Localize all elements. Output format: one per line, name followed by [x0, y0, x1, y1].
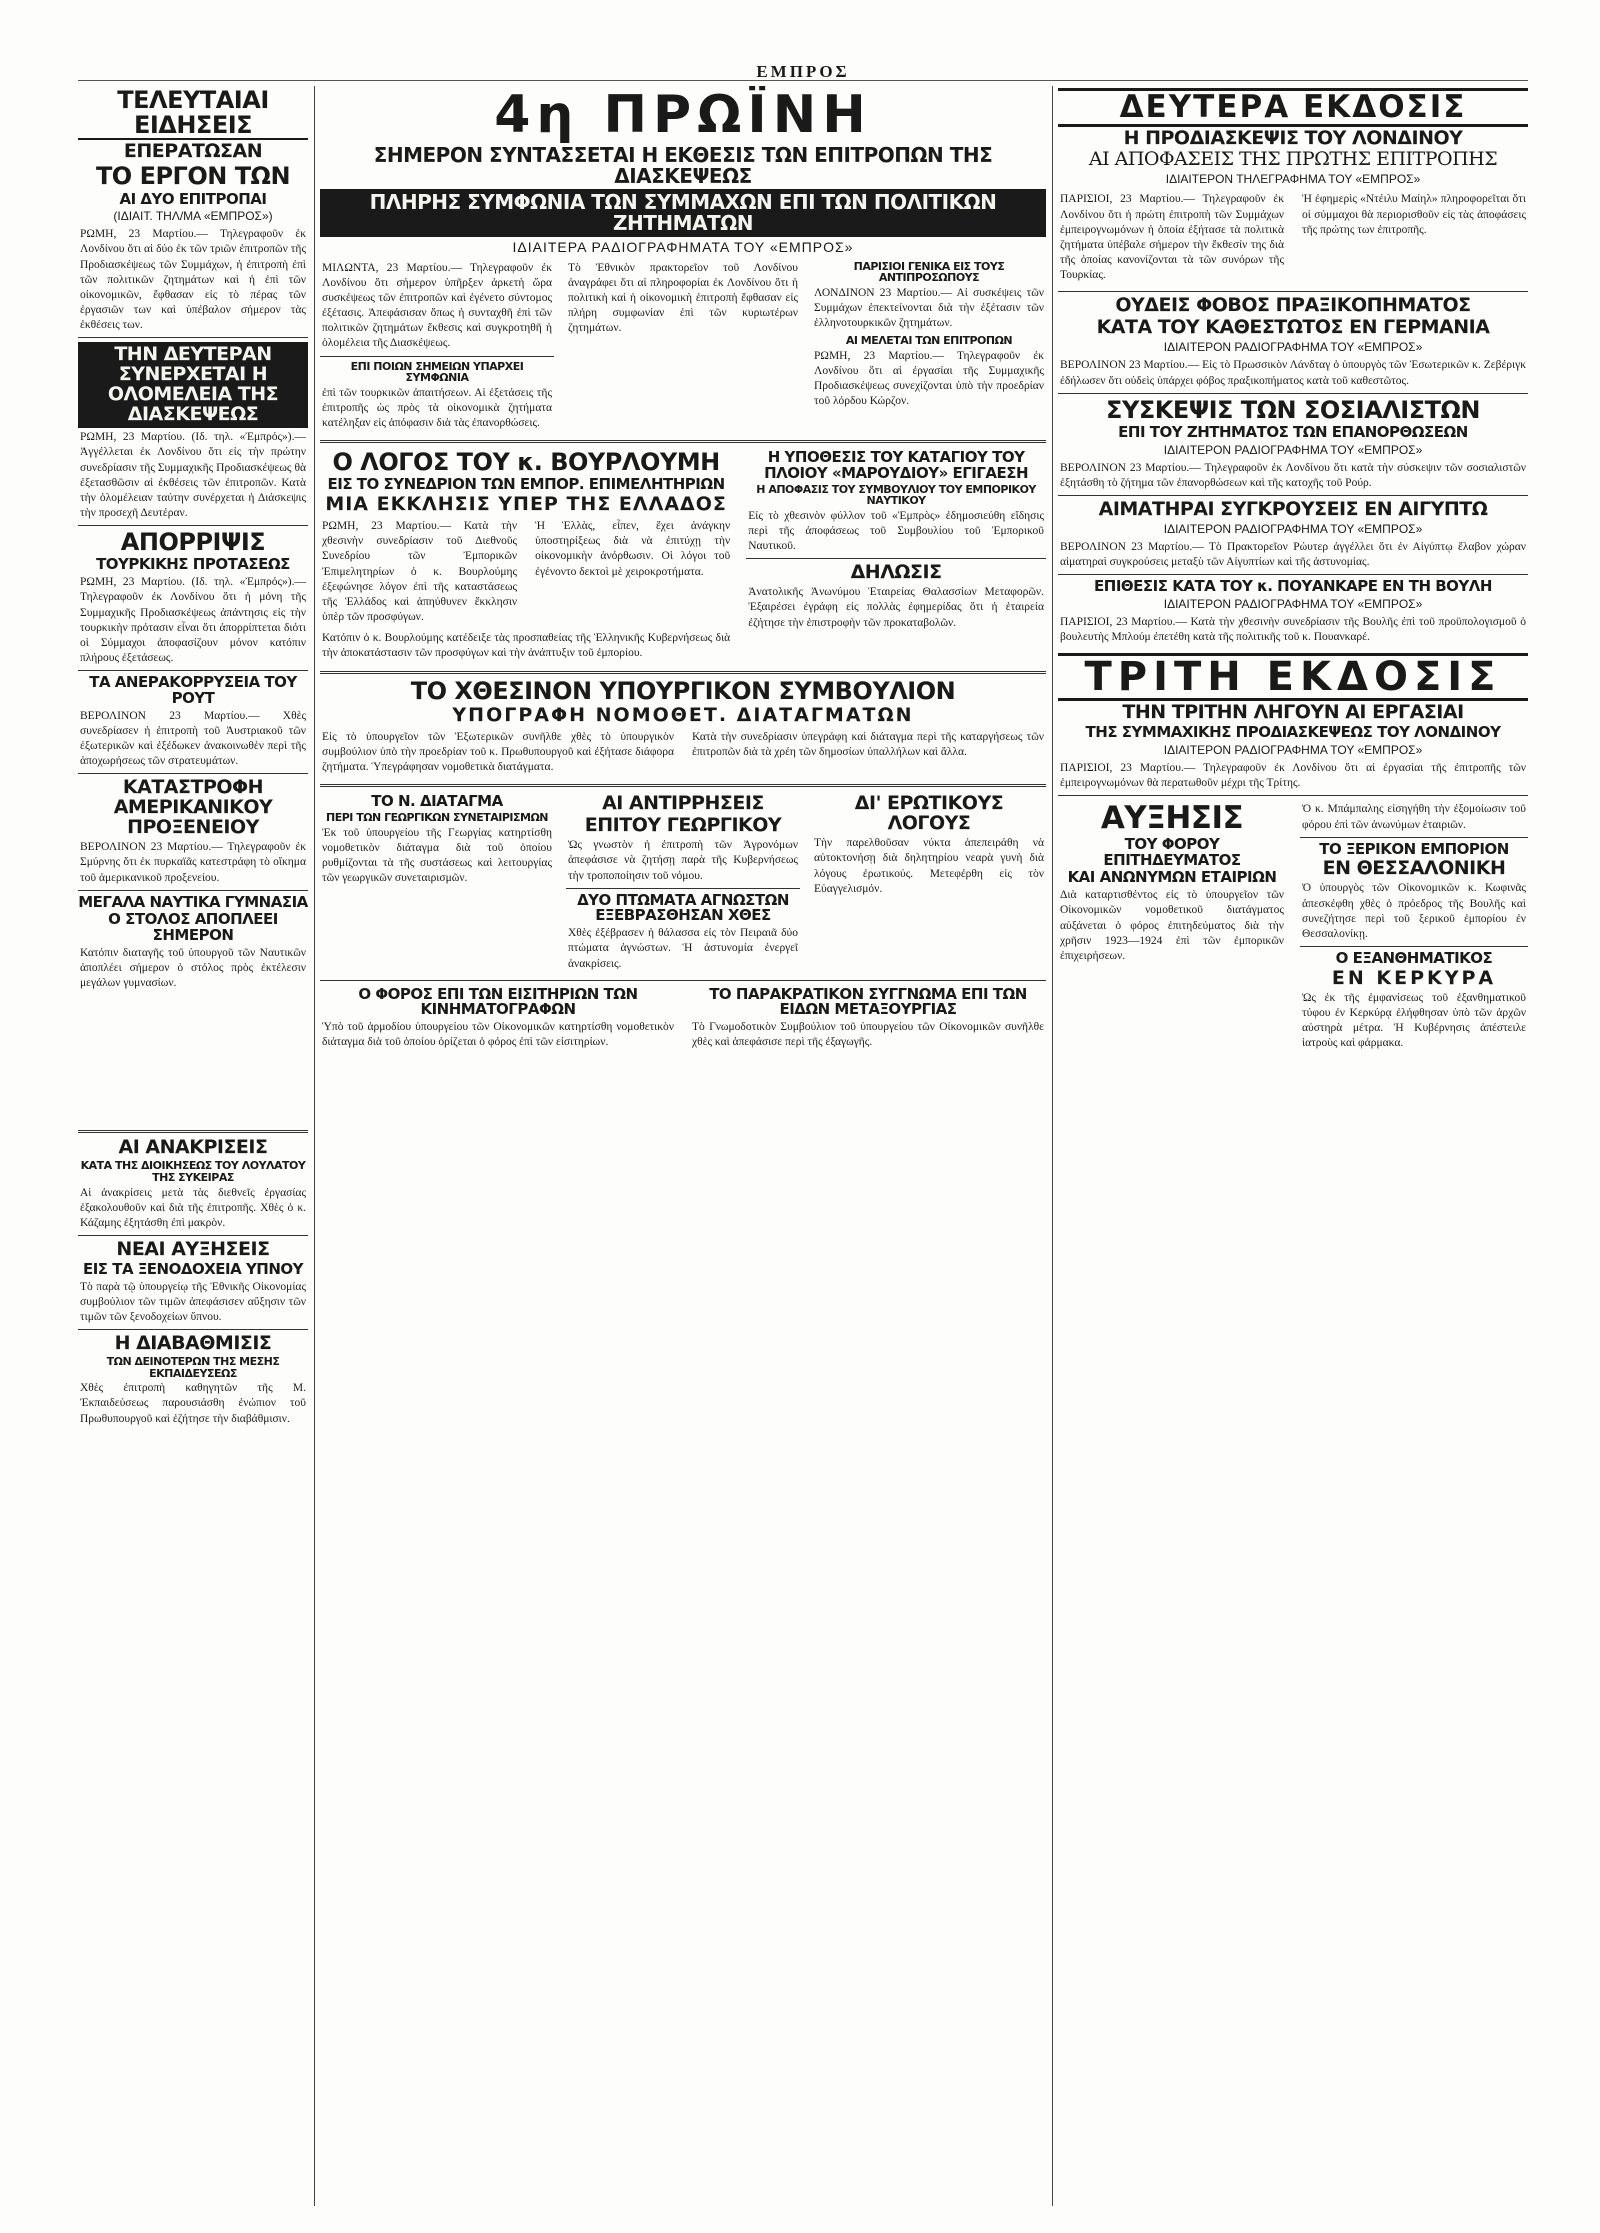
headline: ΑΙ ΑΝΑΚΡΙΣΕΙΣ: [118, 1136, 268, 1159]
article-text: ΠΑΡΙΣΙΟΙ, 23 Μαρτίου.— Τηλεγραφοῦν ἐκ Λονδίνου ὅτι αἱ ἐργασίαι τῆς ἐπιτροπῆς τῶν ἐμπειρογνωμόνων θὰ περατωθοῦν μέχρι τῆς Τρίτης.: [1060, 762, 1526, 790]
headline: ΠΛΗΡΗΣ ΣΥΜΦΩΝΙΑ ΤΩΝ ΣΥΜΜΑΧΩΝ ΕΠΙ ΤΩΝ ΠΟΛΙΤΙΚΩΝ ΖΗΤΗΜΑΤΩΝ: [320, 189, 1046, 237]
headline: ΚΑΤΑ ΤΗΣ ΔΙΟΙΚΗΣΕΩΣ ΤΟΥ ΛΟΥΛΑΤΟΥ ΤΗΣ ΣΥΚΕΙΡΑΣ: [80, 1159, 306, 1184]
headline: ΚΑΙ ΑΝΩΝΥΜΩΝ ΕΤΑΙΡΙΩΝ: [1067, 868, 1277, 887]
headline: ΚΑΤΑΣΤΡΟΦΗ ΑΜΕΡΙΚΑΝΙΚΟΥ ΠΡΟΞΕΝΕΙΟΥ: [113, 776, 273, 839]
article-text: ΠΑΡΙΣΙΟΙ, 23 Μαρτίου.— Κατὰ τὴν χθεσινὴν συνεδρίασιν τῆς Βουλῆς ἐπὶ τοῦ προϋπολογισμοῦ ὁ βουλευτὴς Μπλούμ ἐπετέθη κατὰ τῆς πολιτικῆς τοῦ κ. Πουανκαρέ.: [1060, 615, 1526, 644]
headline: ΤΟ ΞΕΡΙΚΟΝ ΕΜΠΟΡΙΟΝ: [1319, 839, 1509, 858]
byline: ΙΔΙΑΙΤΕΡΟΝ ΡΑΔΙΟΓΡΑΦΗΜΑ ΤΟΥ «ΕΜΠΡΟΣ»: [1163, 442, 1423, 457]
center-column: [320, 86, 1046, 2206]
headline: Ο ΕΞΑΝΘΗΜΑΤΙΚΟΣ: [1335, 949, 1493, 968]
subheading: ΑΙ ΜΕΛΕΤΑΙ ΤΩΝ ΕΠΙΤΡΟΠΩΝ: [845, 334, 1013, 348]
article-text: Ἀνατολικῆς Ἀνωνύμου Ἑταιρείας Θαλασσίων Μεταφορῶν. Ἐξαιρέσει ἐγράφη εἰς πολλὰς ἐφημερίδας ὅτι ἡ ἑταιρεία ἐζήτησε τὴν ἐπιστροφὴν τῶν προκαταβολῶν.: [748, 586, 1044, 629]
article-text: Τὸ Γνωμοδοτικὸν Συμβούλιον τοῦ ὑπουργείου τῶν Οἰκονομικῶν συνῆλθε χθὲς καὶ ἀπεφάσισε περὶ τῆς ἐξαγωγῆς.: [692, 1021, 1044, 1049]
article-text: ΒΕΡΟΛΙΝΟΝ 23 Μαρτίου.— Τηλεγραφοῦν ἐκ Λονδίνου ὅτι κατὰ τὴν σύσκεψιν τῶν σοσιαλιστῶν ἐξητάσθη τὸ ζήτημα τῶν ἐπανορθώσεων καὶ τῆς κατοχῆς τοῦ Ρούρ.: [1060, 461, 1526, 489]
article-text: Τὴν παρελθοῦσαν νύκτα ἀπεπειράθη νὰ αὐτοκτονήσῃ διὰ δηλητηρίου νεαρὰ γυνὴ διὰ λόγους ἐρωτικούς. Μετεφέρθη εἰς τὸν Εὐαγγελισμόν.: [814, 837, 1044, 895]
section-title: ΤΕΛΕΥΤΑΙΑΙ ΕΙΔΗΣΕΙΣ: [78, 88, 308, 140]
article-text: ΠΑΡΙΣΙΟΙ, 23 Μαρτίου.— Τηλεγραφοῦν ἐκ Λονδίνου ὅτι ἡ πρώτη ἐπιτροπὴ τῶν Συμμάχων ἐμπειρογνωμόνων ἡ ὁποία ἐξήτασε τὰ πολιτικὰ ζητήματα ὑπέβαλε σήμερον τὴν ἔκθεσίν της διὰ τῆς ὁποίας κανονίζονται τὰ τῶν συνόρων τῆς Τουρκίας.: [1060, 193, 1284, 282]
article-text: Αἱ ἀνακρίσεις μετὰ τὰς διεθνεῖς ἐργασίας ἐξακολουθοῦν καὶ διὰ τῆς ἐπιτροπῆς. Χθὲς ὁ κ. Κάζαμης ἐξητάσθη ἐπὶ μακρὸν.: [80, 1186, 306, 1229]
article-text: Ἡ ἐφημερὶς «Ντέιλυ Μαίηλ» πληροφορεῖται ὅτι οἱ σύμμαχοι θὰ περιορισθοῦν εἰς τὰς ἀποφάσεις τῆς πρώτης των ἐπιτροπῆς.: [1302, 193, 1526, 236]
byline: ΙΔΙΑΙΤΕΡΑ ΡΑΔΙΟΓΡΑΦΗΜΑΤΑ ΤΟΥ «ΕΜΠΡΟΣ»: [512, 238, 854, 255]
headline: Η ΔΙΑΒΑΘΜΙΣΙΣ: [114, 1332, 272, 1355]
headline: ΕΠΕΡΑΤΩΣΑΝ: [123, 140, 263, 163]
article-text: ΒΕΡΟΛΙΝΟΝ 23 Μαρτίου.— Τὸ Πρακτορεῖον Ρώυτερ ἀγγέλλει ὅτι ἐν Αἰγύπτῳ ἔλαβον χώραν αἱματηραὶ συγκρούσεις μεταξὺ τῶν Αἰγυπτίων καὶ τῆς ἀστυνομίας.: [1060, 540, 1526, 569]
byline: ΙΔΙΑΙΤΕΡΟΝ ΡΑΔΙΟΓΡΑΦΗΜΑ ΤΟΥ «ΕΜΠΡΟΣ»: [1163, 743, 1423, 758]
article-text: Χθὲς ἐπιτροπὴ καθηγητῶν τῆς Μ. Ἐκπαιδεύσεως παρουσιάσθη ἐνώπιον τοῦ Πρωθυπουργοῦ καὶ ἐζήτησε τὴν διαβάθμισιν.: [80, 1382, 306, 1425]
article-text: Εἰς τὸ ὑπουργεῖον τῶν Ἐξωτερικῶν συνῆλθε χθὲς τὸ ὑπουργικὸν συμβούλιον ὑπὸ τὴν προεδρίαν τοῦ κ. Πρωθυπουργοῦ καὶ ἐξήτασε διάφορα ζητήματα. Ὑπεγράφησαν νομοθετικὰ διατάγματα.: [322, 730, 674, 774]
byline: ΙΔΙΑΙΤΕΡΟΝ ΡΑΔΙΟΓΡΑΦΗΜΑ ΤΟΥ «ΕΜΠΡΟΣ»: [1163, 596, 1423, 611]
byline: ΙΔΙΑΙΤΕΡΟΝ ΡΑΔΙΟΓΡΑΦΗΜΑ ΤΟΥ «ΕΜΠΡΟΣ»: [1163, 340, 1423, 355]
column-rule: [314, 86, 315, 2206]
article-text: ΒΕΡΟΛΙΝΟΝ 23 Μαρτίου.— Εἰς τὸ Πρωσσικὸν Λάνδταγ ὁ ὑπουργὸς τῶν Ἐσωτερικῶν κ. Ζεβέριγκ ἐδήλωσεν ὅτι οὐδεὶς ὑπάρχει φόβος πραξικοπήματος κατὰ τοῦ καθεστῶτος.: [1060, 359, 1526, 387]
article-text: ΡΩΜΗ, 23 Μαρτίου. (Ιδ. τηλ. «Ἐμπρός»).— Ἀγγέλλεται ἐκ Λονδίνου ὅτι εἰς τὴν πρώτην συνεδρίασιν τῆς Συμμαχικῆς Προδιασκέψεως θὰ ἐξετασθῶσιν αἱ ἐκθέσεις τῶν ἐπιτροπῶν. Κατὰ τὴν ὁλομέλειαν ταύτην συνέρχεται ἡ Διάσκεψις τὴν προσεχῆ Δευτέραν.: [80, 431, 306, 520]
article-text: ΡΩΜΗ, 23 Μαρτίου.— Κατὰ τὴν χθεσινὴν συνεδρίασιν τοῦ Διεθνοῦς Συνεδρίου τῶν Ἐμπορικῶν Ἐπιμελητηρίων ὁ κ. Βουρλούμης ἐξεφώνησε λόγον ἐπὶ τῆς καταστάσεως τῆς Ἑλλάδος καὶ ἀπηύθυνεν ἔκκλησιν ὑπὲρ τῶν προσφύγων.: [322, 520, 518, 624]
headline: ΕΠΙΤΟΥ ΓΕΩΡΓΙΚΟΥ: [584, 814, 782, 837]
column-rule: [1052, 86, 1053, 2206]
article-text: Τὸ Ἐθνικὸν πρακτορεῖον τοῦ Λονδίνου ἀναγράφει ὅτι αἱ πληροφορίαι ἐκ Λονδίνου ὅτι ἡ πολιτικὴ καὶ ἡ οἰκονομικὴ ἐπιτροπὴ ἔφθασαν εἰς πλήρη συμφωνίαν ἐπὶ τῶν κυριωτέρων ζητημάτων.: [568, 261, 798, 335]
subheading: ΠΑΡΙΣΙΟΙ ΓΕΝΙΚΑ ΕΙΣ ΤΟΥΣ ΑΝΤΙΠΡΟΣΩΠΟΥΣ: [853, 259, 1005, 285]
headline: ΑΙ ΑΠΟΦΑΣΕΙΣ ΤΗΣ ΠΡΩΤΗΣ ΕΠΙΤΡΟΠΗΣ: [1088, 148, 1498, 171]
byline: ΙΔΙΑΙΤΕΡΟΝ ΤΗΛΕΓΡΑΦΗΜΑ ΤΟΥ «ΕΜΠΡΟΣ»: [1165, 172, 1421, 187]
article-text: ΛΟΝΔΙΝΟΝ 23 Μαρτίου.— Αἱ συσκέψεις τῶν Συμμάχων ἐπεκτείνονται διὰ τὴν ἐξέτασιν τῶν ἑλληνοτουρκικῶν ζητημάτων.: [814, 286, 1044, 330]
headline: ΑΙΜΑΤΗΡΑΙ ΣΥΓΚΡΟΥΣΕΙΣ ΕΝ ΑΙΓΥΠΤΩ: [1098, 497, 1488, 520]
article-text: ΡΩΜΗ, 23 Μαρτίου.— Τηλεγραφοῦν ἐκ Λονδίνου ὅτι αἱ δύο ἐκ τῶν τριῶν ἐπιτροπῶν τῆς Προδιασκέψεως τῶν Συμμάχων, ἡ ἐπιτροπὴ ἐπὶ τῶν πολιτικῶν ζητημάτων καὶ ἡ ἐπὶ τῶν οἰκονομικῶν, ἔφθασαν εἰς τὸ πέρας τῶν ἐργασιῶν των καὶ ὑπέβαλον σήμερον τὰς ἐκθέσεις των.: [80, 228, 306, 332]
headline: ΕΠΙΘΕΣΙΣ ΚΑΤΑ ΤΟΥ κ. ΠΟΥΑΝΚΑΡΕ ΕΝ ΤΗ ΒΟΥΛΗ: [1094, 577, 1492, 596]
headline: ΤΗΝ ΤΡΙΤΗΝ ΛΗΓΟΥΝ ΑΙ ΕΡΓΑΣΙΑΙ: [1122, 701, 1464, 724]
headline: ΤΗΣ ΣΥΜΜΑΧΙΚΗΣ ΠΡΟΔΙΑΣΚΕΨΕΩΣ ΤΟΥ ΛΟΝΔΙΝΟΥ: [1085, 723, 1501, 742]
headline: Ο ΦΟΡΟΣ ΕΠΙ ΤΩΝ ΕΙΣΙΤΗΡΙΩΝ ΤΩΝ ΚΙΝΗΜΑΤΟΓΡΑΦΩΝ: [358, 984, 638, 1019]
article-text: ΡΩΜΗ, 23 Μαρτίου. (Ιδ. τηλ. «Ἐμπρός»).— Τηλεγραφοῦν ἐκ Λονδίνου ὅτι ἡ μόνη τῆς Συμμαχικῆς Προδιασκέψεως ἀπάντησις εἰς τὴν τουρκικὴν πρότασιν εἶναι ὅτι ἀπορρίπτεται διότι οἱ Σύμμαχοι ἀποφασίζουν μόνον κατόπιν πλήρους ἐξετάσεως.: [80, 576, 306, 665]
headline: Ο ΛΟΓΟΣ ΤΟΥ κ. ΒΟΥΡΛΟΥΜΗ: [332, 448, 720, 477]
headline: ΑΥΞΗΣΙΣ: [1100, 800, 1244, 837]
newspaper-page: [78, 62, 1528, 2212]
article-text: Κατόπιν διαταγῆς τοῦ ὑπουργοῦ τῶν Ναυτικῶν ἀποπλέει σήμερον ὁ στόλος πρὸς ἐκτέλεσιν μεγάλων γυμνασίων.: [80, 946, 306, 990]
headline: ΣΗΜΕΡΟΝ ΣΥΝΤΑΣΣΕΤΑΙ Η ΕΚΘΕΣΙΣ ΤΩΝ ΕΠΙΤΡΟΠΩΝ ΤΗΣ ΔΙΑΣΚΕΨΕΩΣ: [373, 142, 993, 188]
article-text: Χθὲς ἐξέβρασεν ἡ θάλασσα εἰς τὸν Πειραιᾶ δύο πτώματα ἀγνώστων. Ἡ ἀστυνομία ἐνεργεῖ ἀνακρίσεις.: [568, 927, 798, 970]
article-text: Ὁ ὑπουργὸς τῶν Οἰκονομικῶν κ. Κωφινᾶς ἀπεσκέφθη χθὲς ὁ πρόεδρος τῆς Βουλῆς καὶ συνεζήτησε περὶ τοῦ ξερικοῦ ἐμπορίου ἐν Θεσσαλονίκῃ.: [1302, 882, 1526, 940]
headline: ΤΟ ΕΡΓΟΝ ΤΩΝ: [95, 162, 291, 191]
headline: ΕΠΙ ΤΟΥ ΖΗΤΗΜΑΤΟΣ ΤΩΝ ΕΠΑΝΟΡΘΩΣΕΩΝ: [1118, 422, 1468, 441]
article-text: ΒΕΡΟΛΙΝΟΝ 23 Μαρτίου.— Χθὲς συνεδρίασεν ἡ ἐπιτροπὴ τοῦ Ἀυστριακοῦ τῶν ἐξωτερικῶν καὶ ἐξέδωκεν ἀνακοινωθὲν περὶ τῆς ἀποχωρήσεως τῶν στρατευμάτων.: [80, 709, 306, 768]
headline: ΠΕΡΙ ΤΩΝ ΓΕΩΡΓΙΚΩΝ ΣΥΝΕΤΑΙΡΙΣΜΩΝ: [325, 811, 549, 825]
subheading: ΕΠΙ ΠΟΙΩΝ ΣΗΜΕΙΩΝ ΥΠΑΡΧΕΙ ΣΥΜΦΩΝΙΑ: [350, 359, 524, 385]
headline: ΤΟ ΧΘΕΣΙΝΟΝ ΥΠΟΥΡΓΙΚΟΝ ΣΥΜΒΟΥΛΙΟΝ: [410, 676, 956, 705]
headline: ΑΙ ΔΥΟ ΕΠΙΤΡΟΠΑΙ: [119, 189, 267, 208]
headline: Ο ΣΤΟΛΟΣ ΑΠΟΠΛΕΕΙ ΣΗΜΕΡΟΝ: [108, 910, 278, 945]
headline: ΤΩΝ ΔΕΙΝΟΤΕΡΩΝ ΤΗΣ ΜΕΣΗΣ ΕΚΠΑΙΔΕΥΣΕΩΣ: [106, 1355, 280, 1380]
article-text: Ἡ Ἑλλὰς, εἶπεν, ἔχει ἀνάγκην ὑποστηρίξεως διὰ νὰ ἐπιτύχῃ τὴν οἰκονομικὴν ἀνόρθωσιν. Οἱ λόγοι τοῦ ἐγένοντο δεκτοὶ μὲ χειροκροτήματα.: [535, 520, 731, 578]
article-text: Ὡς γνωστὸν ἡ ἐπιτροπὴ τῶν Ἀγρονόμων ἀπεφάσισε νὰ ζητήσῃ παρὰ τῆς Κυβερνήσεως τὴν τροποποίησιν τοῦ νόμου.: [568, 839, 798, 882]
edition-banner: ΔΕΥΤΕΡΑ ΕΚΔΟΣΙΣ: [1058, 88, 1528, 127]
headline: ΑΙ ΑΝΤΙΡΡΗΣΕΙΣ: [602, 792, 764, 815]
headline: Η ΑΠΟΦΑΣΙΣ ΤΟΥ ΣΥΜΒΟΥΛΙΟΥ ΤΟΥ ΕΜΠΟΡΙΚΟΥ ΝΑΥΤΙΚΟΥ: [756, 482, 1036, 508]
right-column: [1058, 86, 1528, 2206]
edition-banner: ΤΡΙΤΗ ΕΚΔΟΣΙΣ: [1058, 653, 1528, 701]
headline: ΔΙ' ΕΡΩΤΙΚΟΥΣ ΛΟΓΟΥΣ: [854, 792, 1004, 835]
article-text: Ὁ κ. Μπάμπαλης εἰσηγήθη τὴν ἐξομοίωσιν τοῦ φόρου ἐπὶ τῶν ἀνωνύμων ἑταιριῶν.: [1302, 803, 1526, 831]
byline: ΙΔΙΑΙΤΕΡΟΝ ΡΑΔΙΟΓΡΑΦΗΜΑ ΤΟΥ «ΕΜΠΡΟΣ»: [1163, 521, 1423, 536]
headline: ΔΥΟ ΠΤΩΜΑΤΑ ΑΓΝΩΣΤΩΝ ΕΞΕΒΡΑΣΘΗΣΑΝ ΧΘΕΣ: [577, 890, 789, 925]
article-text: Ἐκ τοῦ ὑπουργείου τῆς Γεωργίας κατηρτίσθη νομοθετικὸν διάταγμα διὰ τοῦ ὁποίου ρυθμίζονται τὰ τῆς συστάσεως καὶ λειτουργίας τῶν γεωργικῶν συνεταιρισμῶν.: [322, 826, 552, 885]
headline: ΕΝ ΘΕΣΣΑΛΟΝΙΚΗ: [1322, 857, 1506, 880]
article-text: ΒΕΡΟΛΙΝΟΝ 23 Μαρτίου.— Τηλεγραφοῦν ἐκ Σμύρνης ὅτι ἐκ πυρκαϊᾶς κατεστράφη τὸ οἴκημα τοῦ ἀμερικανικοῦ προξενείου.: [80, 841, 306, 884]
headline: Η ΠΡΟΔΙΑΣΚΕΨΙΣ ΤΟΥ ΛΟΝΔΙΝΟΥ: [1123, 126, 1463, 149]
headline: ΝΕΑΙ ΑΥΞΗΣΕΙΣ: [116, 1238, 270, 1261]
headline: ΤΟΥ ΦΟΡΟΥ ΕΠΙΤΗΔΕΥΜΑΤΟΣ: [1103, 834, 1241, 869]
headline: ΟΥΔΕΙΣ ΦΟΒΟΣ ΠΡΑΞΙΚΟΠΗΜΑΤΟΣ: [1115, 294, 1471, 317]
left-column: [78, 86, 308, 2206]
headline: ΕΝ ΚΕΡΚΥΡΑ: [1331, 966, 1497, 989]
article-text: Ὑπὸ τοῦ ἁρμοδίου ὑπουργείου τῶν Οἰκονομικῶν κατηρτίσθη νομοθετικὸν διάταγμα διὰ τοῦ ὁποίου ὁρίζεται ὁ φόρος ἐπὶ τῶν εἰσιτηρίων.: [322, 1021, 674, 1049]
headline: ΤΟ ΠΑΡΑΚΡΑΤΙΚΟΝ ΣΥΓΓΝΩΜΑ ΕΠΙ ΤΩΝ ΕΙΔΩΝ ΜΕΤΑΞΟΥΡΓΙΑΣ: [709, 984, 1027, 1019]
headline: ΤΑ ΑΝΕΡΑΚΟΡΡΥΣΕΙΑ ΤΟΥ ΡΟΥΤ: [89, 673, 297, 707]
byline: (ΙΔΙΑΙΤ. ΤΗΛ/ΜΑ «ΕΜΠΡΟΣ»): [113, 209, 273, 224]
headline: ΜΙΑ ΕΚΚΛΗΣΙΣ ΥΠΕΡ ΤΗΣ ΕΛΛΑΔΟΣ: [325, 493, 727, 516]
article-text: ἐπὶ τῶν τουρκικῶν ἀπαιτήσεων. Αἱ ἐξετάσεις τῆς ἐπιτροπῆς ὡς πρὸς τὰ οἰκονομικὰ ζητήματα κατέληξαν εἰς ἀπόφασιν διὰ τὰς ἐπανορθώσεις.: [322, 386, 552, 430]
headline: ΤΟ Ν. ΔΙΑΤΑΓΜΑ: [371, 792, 503, 811]
article-text: Κατόπιν ὁ κ. Βουρλούμης κατέδειξε τὰς προσπαθείας τῆς Ἑλληνικῆς Κυβερνήσεως διὰ τὴν ἀποκατάστασιν τῶν προσφύγων καὶ τὴν ἀνάπτυξιν τοῦ ἐμπορίου.: [322, 632, 731, 660]
headline: ΑΠΟΡΡΙΨΙΣ: [120, 528, 266, 557]
headline: ΕΙΣ ΤΟ ΣΥΝΕΔΡΙΟΝ ΤΩΝ ΕΜΠΟΡ. ΕΠΙΜΕΛΗΤΗΡΙΩΝ: [327, 475, 725, 494]
edition-banner: 4η ΠΡΩΪΝΗ: [494, 86, 872, 145]
article-text: Τὸ παρὰ τῷ ὑπουργείῳ τῆς Ἐθνικῆς Οἰκονομίας συμβούλιον τῶν τιμῶν ἀπεφάσισεν αὔξησιν τῶν τιμῶν τῶν ξενοδοχείων ὕπνου.: [80, 1280, 306, 1324]
article-text: Κατὰ τὴν συνεδρίασιν ὑπεγράφη καὶ διάταγμα περὶ τῆς καταργήσεως τῶν ἐπιτροπῶν διὰ τὰ χρέη τῶν δημοσίων ὑπαλλήλων καὶ ἄλλα.: [692, 730, 1044, 758]
headline: ΤΗΝ ΔΕΥΤΕΡΑΝ ΣΥΝΕΡΧΕΤΑΙ Η ΟΛΟΜΕΛΕΙΑ ΤΗΣ ΔΙΑΣΚΕΨΕΩΣ: [78, 342, 308, 428]
article-text: Ὡς ἐκ τῆς ἐμφανίσεως τοῦ ἐξανθηματικοῦ τύφου ἐν Κερκύρᾳ ἐλήφθησαν ὑπὸ τῶν ἀρχῶν αὐστηρὰ μέτρα. Ἡ Κυβέρνησις ἀπέστειλε ἰατροὺς καὶ φάρμακα.: [1302, 991, 1526, 1050]
headline: Η ΥΠΟΘΕΣΙΣ ΤΟΥ ΚΑΤΑΓΙΟΥ ΤΟΥ ΠΛΟΙΟΥ «ΜΑΡΟΥΔΙΟΥ» ΕΓΙΓΑΕΣΗ: [764, 448, 1029, 482]
article-text: ΡΩΜΗ, 23 Μαρτίου.— Τηλεγραφοῦν ἐκ Λονδίνου ὅτι αἱ ἐργασίαι τῆς Συμμαχικῆς Προδιασκέψεως συνεχίζονται ὑπὸ τὴν προεδρίαν τοῦ λόρδου Κώρζον.: [814, 349, 1044, 408]
headline: ΣΥΣΚΕΨΙΣ ΤΩΝ ΣΟΣΙΑΛΙΣΤΩΝ: [1106, 395, 1480, 424]
article-text: ΜΙΛΩΝΤΑ, 23 Μαρτίου.— Τηλεγραφοῦν ἐκ Λονδίνου ὅτι σήμερον ὑπῆρξεν ἀρκετὴ ὥρα συσκέψεως τῶν ἐπιτροπῶν καὶ ἐγένετο σύντομος ἐξέτασις. Ἀπεφάσισαν ὅπως ἡ συνταχθῆ ἐπὶ τῶν πολιτικῶν ζητημάτων ἔκθεσις καὶ συγκροτηθῆ ἡ ὁλομέλεια τῆς Διασκέψεως.: [322, 261, 552, 350]
headline: ΚΑΤΑ ΤΟΥ ΚΑΘΕΣΤΩΤΟΣ ΕΝ ΓΕΡΜΑΝΙΑ: [1096, 316, 1490, 339]
article-text: Εἰς τὸ χθεσινὸν φύλλον τοῦ «Ἐμπρὸς» ἐδημοσιεύθη εἴδησις περὶ τῆς ἀποφάσεως τοῦ Συμβουλίου τοῦ Ἐμπορικοῦ Ναυτικοῦ.: [748, 509, 1044, 553]
headline: ΔΗΛΩΣΙΣ: [850, 561, 942, 584]
headline: ΥΠΟΓΡΑΦΗ ΝΟΜΟΘΕΤ. ΔΙΑΤΑΓΜΑΤΩΝ: [452, 703, 914, 726]
article-text: Διὰ καταρτισθέντος εἰς τὸ ὑπουργεῖον τῶν Οἰκονομικῶν νομοθετικοῦ διατάγματος αὐξάνεται ὁ φόρος ἐπιτηδεύματος διὰ τὴν χρῆσιν 1923—1924 ἐπὶ τῶν ἐμπορικῶν ἐπιχειρήσεων.: [1060, 889, 1284, 962]
headline: ΜΕΓΑΛΑ ΝΑΥΤΙΚΑ ΓΥΜΝΑΣΙΑ: [78, 892, 308, 911]
masthead: ΕΜΠΡΟΣ: [78, 62, 1528, 81]
headline: ΤΟΥΡΚΙΚΗΣ ΠΡΟΤΑΣΕΩΣ: [96, 555, 290, 574]
headline: ΕΙΣ ΤΑ ΞΕΝΟΔΟΧΕΙΑ ΥΠΝΟΥ: [82, 1259, 304, 1278]
